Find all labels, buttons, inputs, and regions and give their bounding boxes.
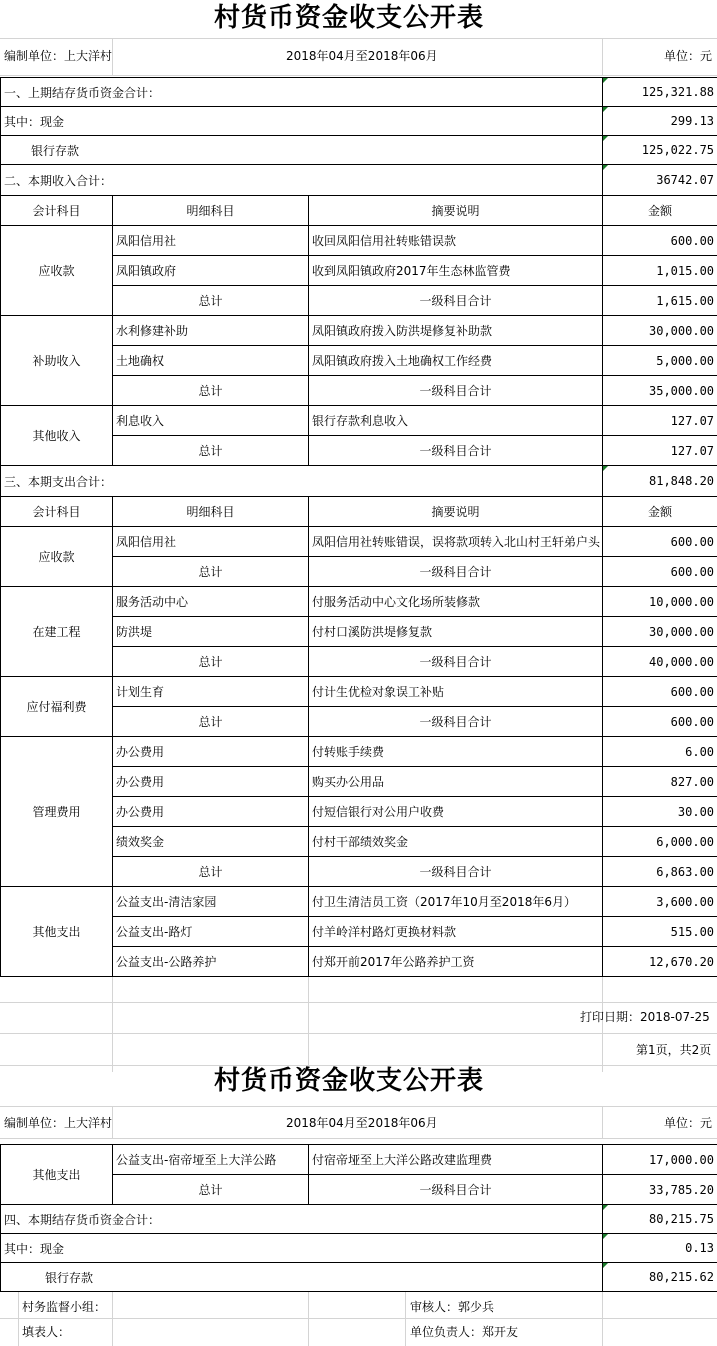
- detail-cell: 办公费用: [113, 737, 309, 767]
- page2-currency-label: 单位：元: [664, 1116, 713, 1130]
- amount-cell: 12,670.20: [603, 947, 717, 977]
- amount-cell: 30.00: [603, 797, 717, 827]
- detail-cell: 公益支出-公路养护: [113, 947, 309, 977]
- desc-cell: 付郑开前2017年公路养护工资: [309, 947, 603, 977]
- group-name: 其他支出: [1, 1145, 113, 1205]
- group-total: 600.00: [603, 557, 717, 587]
- currency-label: 单位：元: [664, 49, 713, 63]
- detail-cell: 水利修建补助: [113, 316, 309, 346]
- group-name: 应付福利费: [1, 677, 113, 737]
- group-name: 在建工程: [1, 587, 113, 677]
- level1-label: 一级科目合计: [309, 557, 603, 587]
- grid-line: [602, 1288, 603, 1346]
- level1-label: 一级科目合计: [309, 707, 603, 737]
- desc-cell: 银行存款利息收入: [309, 406, 603, 436]
- grid-line: [18, 1288, 19, 1346]
- table-row: [1, 316, 717, 346]
- subtotal-label: 总计: [113, 647, 309, 677]
- amount-cell: 6,000.00: [603, 827, 717, 857]
- detail-cell: 防洪堤: [113, 617, 309, 647]
- desc-cell: 收到凤阳镇政府2017年生态林监管费: [309, 256, 603, 286]
- summary-row: [1, 107, 717, 136]
- summary-row: [1, 1263, 717, 1292]
- detail-cell: 服务活动中心: [113, 587, 309, 617]
- bank-label: 银行存款: [1, 136, 603, 165]
- detail-cell: 土地确权: [113, 346, 309, 376]
- amount-cell: 827.00: [603, 767, 717, 797]
- detail-cell: 凤阳信用社: [113, 527, 309, 557]
- group-name: 其他收入: [1, 406, 113, 466]
- amount-cell: 30,000.00: [603, 316, 717, 346]
- amount-cell: 10,000.00: [603, 587, 717, 617]
- subtotal-label: 总计: [113, 707, 309, 737]
- group-total: 33,785.20: [603, 1175, 717, 1205]
- desc-cell: 收回凤阳信用社转账错误款: [309, 226, 603, 256]
- bank-label: 银行存款: [1, 1263, 603, 1292]
- grid-line: [602, 38, 603, 75]
- header-row: [1, 196, 717, 226]
- group-name: 应收款: [1, 527, 113, 587]
- cash-value: 299.13: [603, 107, 717, 136]
- closing-total: 80,215.75: [603, 1205, 717, 1234]
- page2-unit-label: 编制单位：上大洋村: [4, 1116, 113, 1130]
- cash-value: 0.13: [603, 1234, 717, 1263]
- print-date: 打印日期：2018-07-25: [580, 1010, 710, 1024]
- detail-cell: 公益支出-宿帝垭至上大洋公路: [113, 1145, 309, 1175]
- table-row: [1, 887, 717, 917]
- group-total: 1,615.00: [603, 286, 717, 316]
- grid-line: [112, 1106, 113, 1138]
- period-label: 2018年04月至2018年06月: [286, 49, 438, 63]
- table-row: [1, 737, 717, 767]
- funds-table-page2: [0, 1144, 717, 1292]
- group-name: 应收款: [1, 226, 113, 316]
- desc-header: 摘要说明: [309, 196, 603, 226]
- leader-label: 单位负责人：郑开友: [410, 1325, 519, 1339]
- amount-cell: 30,000.00: [603, 617, 717, 647]
- summary-row: [1, 136, 717, 165]
- summary-row: [1, 466, 717, 497]
- table-row: [1, 677, 717, 707]
- closing-total-label: 四、本期结存货币资金合计：: [1, 1205, 603, 1234]
- group-name: 管理费用: [1, 737, 113, 887]
- grid-line: [112, 38, 113, 75]
- summary-row: [1, 1234, 717, 1263]
- level1-label: 一级科目合计: [309, 1175, 603, 1205]
- grid-line: [0, 1138, 717, 1139]
- opening-total-label: 一、上期结存货币资金合计：: [1, 78, 603, 107]
- subtotal-label: 总计: [113, 436, 309, 466]
- unit-label: 编制单位：上大洋村: [4, 49, 113, 63]
- level1-label: 一级科目合计: [309, 647, 603, 677]
- account-header: 会计科目: [1, 196, 113, 226]
- bank-value: 125,022.75: [603, 136, 717, 165]
- expense-total-value: 81,848.20: [603, 466, 717, 497]
- desc-cell: 付羊岭洋村路灯更换材料款: [309, 917, 603, 947]
- subtotal-label: 总计: [113, 376, 309, 406]
- grid-line: [0, 1033, 717, 1034]
- desc-cell: 付计生优检对象误工补贴: [309, 677, 603, 707]
- level1-label: 一级科目合计: [309, 286, 603, 316]
- level1-label: 一级科目合计: [309, 376, 603, 406]
- grid-line: [0, 38, 717, 39]
- bank-value: 80,215.62: [603, 1263, 717, 1292]
- amount-cell: 600.00: [603, 226, 717, 256]
- amount-cell: 6.00: [603, 737, 717, 767]
- amount-header: 金额: [603, 196, 717, 226]
- subtotal-label: 总计: [113, 286, 309, 316]
- page-number: 第1页，共2页: [636, 1043, 712, 1057]
- summary-row: [1, 165, 717, 196]
- amount-cell: 515.00: [603, 917, 717, 947]
- detail-header: 明细科目: [113, 196, 309, 226]
- desc-cell: 付服务活动中心文化场所装修款: [309, 587, 603, 617]
- grid-line: [308, 972, 309, 1072]
- grid-line: [112, 972, 113, 1072]
- detail-cell: 绩效奖金: [113, 827, 309, 857]
- amount-header: 金额: [603, 497, 717, 527]
- grid-line: [112, 1288, 113, 1346]
- desc-cell: 凤阳镇政府拨入土地确权工作经费: [309, 346, 603, 376]
- grid-line: [0, 1318, 717, 1319]
- subtotal-label: 总计: [113, 557, 309, 587]
- expense-total-label: 三、本期支出合计：: [1, 466, 603, 497]
- cash-label: 其中：现金: [1, 1234, 603, 1263]
- preparer-label: 填表人：: [22, 1325, 71, 1339]
- desc-header: 摘要说明: [309, 497, 603, 527]
- group-name: 补助收入: [1, 316, 113, 406]
- desc-cell: 凤阳信用社转账错误，误将款项转入北山村王轩弟户头: [309, 527, 603, 557]
- cash-label: 其中：现金: [1, 107, 603, 136]
- group-total: 40,000.00: [603, 647, 717, 677]
- detail-cell: 办公费用: [113, 767, 309, 797]
- amount-cell: 600.00: [603, 677, 717, 707]
- summary-row: [1, 78, 717, 107]
- amount-cell: 3,600.00: [603, 887, 717, 917]
- funds-table-page1: [0, 77, 717, 977]
- table-row: [1, 406, 717, 436]
- table-row: [1, 587, 717, 617]
- desc-cell: 付宿帝垭至上大洋公路改建监理费: [309, 1145, 603, 1175]
- grid-line: [0, 1002, 717, 1003]
- grid-line: [405, 1288, 406, 1346]
- desc-cell: 付转账手续费: [309, 737, 603, 767]
- header-row: [1, 497, 717, 527]
- desc-cell: 付卫生清洁员工资（2017年10月至2018年6月）: [309, 887, 603, 917]
- page-title: 村货币资金收支公开表: [214, 3, 485, 33]
- desc-cell: 购买办公用品: [309, 767, 603, 797]
- level1-label: 一级科目合计: [309, 857, 603, 887]
- grid-line: [602, 1106, 603, 1138]
- summary-row: [1, 1205, 717, 1234]
- detail-cell: 公益支出-清洁家园: [113, 887, 309, 917]
- desc-cell: 凤阳镇政府拨入防洪堤修复补助款: [309, 316, 603, 346]
- income-total-value: 36742.07: [603, 165, 717, 196]
- detail-cell: 办公费用: [113, 797, 309, 827]
- opening-total-value: 125,321.88: [603, 78, 717, 107]
- amount-cell: 17,000.00: [603, 1145, 717, 1175]
- group-total: 35,000.00: [603, 376, 717, 406]
- group-total: 600.00: [603, 707, 717, 737]
- subtotal-label: 总计: [113, 857, 309, 887]
- amount-cell: 5,000.00: [603, 346, 717, 376]
- detail-cell: 计划生育: [113, 677, 309, 707]
- table-row: [1, 527, 717, 557]
- amount-cell: 127.07: [603, 406, 717, 436]
- detail-cell: 公益支出-路灯: [113, 917, 309, 947]
- grid-line: [0, 75, 717, 76]
- level1-label: 一级科目合计: [309, 436, 603, 466]
- subtotal-label: 总计: [113, 1175, 309, 1205]
- table-row: [1, 1145, 717, 1175]
- amount-cell: 1,015.00: [603, 256, 717, 286]
- page2-title: 村货币资金收支公开表: [214, 1066, 485, 1096]
- grid-line: [0, 1106, 717, 1107]
- detail-cell: 利息收入: [113, 406, 309, 436]
- desc-cell: 付村干部绩效奖金: [309, 827, 603, 857]
- group-total: 6,863.00: [603, 857, 717, 887]
- grid-line: [308, 1288, 309, 1346]
- page2-period-label: 2018年04月至2018年06月: [286, 1116, 438, 1130]
- group-name: 其他支出: [1, 887, 113, 977]
- desc-cell: 付村口溪防洪堤修复款: [309, 617, 603, 647]
- income-total-label: 二、本期收入合计：: [1, 165, 603, 196]
- detail-cell: 凤阳信用社: [113, 226, 309, 256]
- reviewer-label: 审核人：郭少兵: [410, 1300, 495, 1314]
- amount-cell: 600.00: [603, 527, 717, 557]
- detail-header: 明细科目: [113, 497, 309, 527]
- group-total: 127.07: [603, 436, 717, 466]
- account-header: 会计科目: [1, 497, 113, 527]
- desc-cell: 付短信银行对公用户收费: [309, 797, 603, 827]
- supervision-label: 村务监督小组：: [22, 1300, 107, 1314]
- detail-cell: 凤阳镇政府: [113, 256, 309, 286]
- table-row: [1, 226, 717, 256]
